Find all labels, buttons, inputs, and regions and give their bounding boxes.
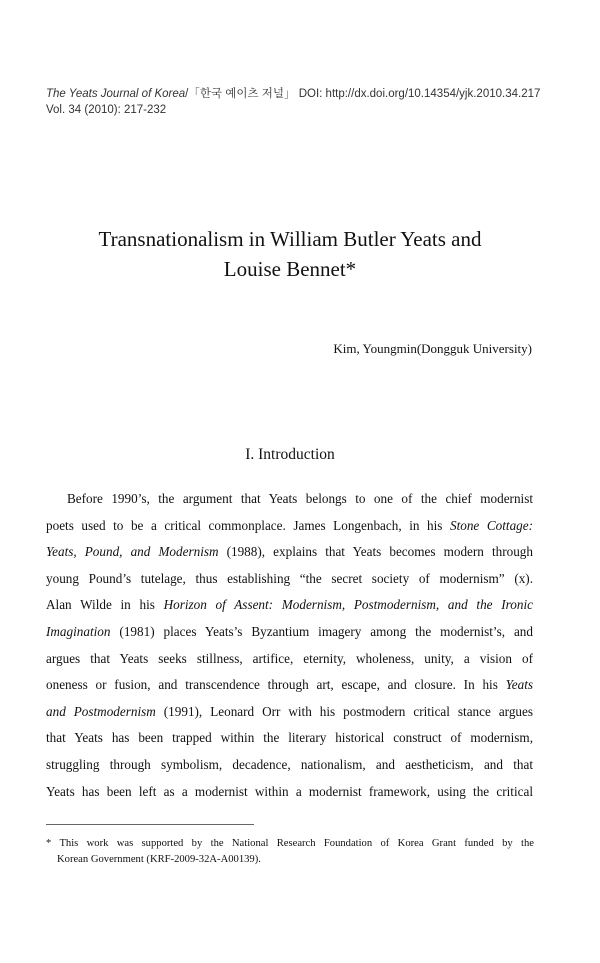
body-text: (1981) places Yeats’s Byzantium imagery among the modernist’s, and (110, 623, 533, 639)
body-line: young Pound’s tutelage, thus establishing “the secret society of modernism” (x). (46, 570, 533, 586)
book-title: Yeats, Pound, and Modernism (46, 544, 219, 560)
body-line: that Yeats has been trapped within the literary historical construct of modernism, (46, 730, 533, 746)
journal-name: The Yeats Journal of Korea (46, 88, 186, 100)
running-header (46, 86, 556, 118)
body-text: poets used to be a critical commonplace. James Longenbach, in his (46, 517, 450, 533)
body-text: oneness or fusion, and transcendence through art, escape, and closure. In his (46, 677, 506, 693)
body-line: Before 1990’s, the argument that Yeats belongs to one of the chief modernist (67, 491, 533, 506)
body-line (46, 513, 533, 540)
volume-line: Vol. 34 (2010): 217-232 (46, 104, 167, 116)
book-title: Yeats (505, 677, 533, 693)
book-title: Imagination (46, 623, 111, 639)
body-line: struggling through symbolism, decadence, nationalism, and aestheticism, and that (46, 756, 533, 772)
section-heading: I. Introduction (245, 446, 335, 463)
article-title (40, 224, 540, 284)
body-text: (1988), explains that Yeats becomes modern through (218, 544, 533, 560)
book-title: Horizon of Assent: Modernism, Postmodernism, and the Ironic (163, 597, 533, 613)
body-line (46, 619, 533, 646)
book-title: Stone Cottage: (449, 517, 533, 533)
title-line-2: Louise Bennet* (223, 257, 357, 281)
body-text: (1991), Leonard Orr with his postmodern critical stance argues (155, 703, 533, 719)
book-title: and Postmodernism (46, 703, 156, 719)
body-line (46, 592, 533, 619)
footnote-line-2: Korean Government (KRF-2009-32A-A00139). (57, 854, 261, 865)
footnote-divider (46, 824, 254, 825)
body-line: Yeats has been left as a modernist within a modernist framework, using the critical (46, 783, 533, 799)
body-line: argues that Yeats seeks stillness, artifice, eternity, wholeness, unity, a vision of (46, 650, 533, 666)
body-line (46, 539, 533, 566)
title-line-1: Transnationalism in William Butler Yeats and (98, 227, 482, 251)
body-line (46, 672, 533, 699)
body-paragraph (46, 486, 533, 805)
author-affiliation: Kim, Youngmin(Dongguk University) (333, 341, 532, 356)
footnote (46, 836, 534, 868)
journal-korean-doi: /「한국 예이츠 저널」 DOI: http://dx.doi.org/10.14354/yjk.2010.34.217 (185, 88, 541, 100)
footnote-line-1: * This work was supported by the National Research Foundation of Korea Grant funded by the (46, 838, 534, 849)
citation-line (46, 86, 556, 102)
body-line (46, 699, 533, 726)
body-text: Alan Wilde in his (46, 597, 164, 613)
